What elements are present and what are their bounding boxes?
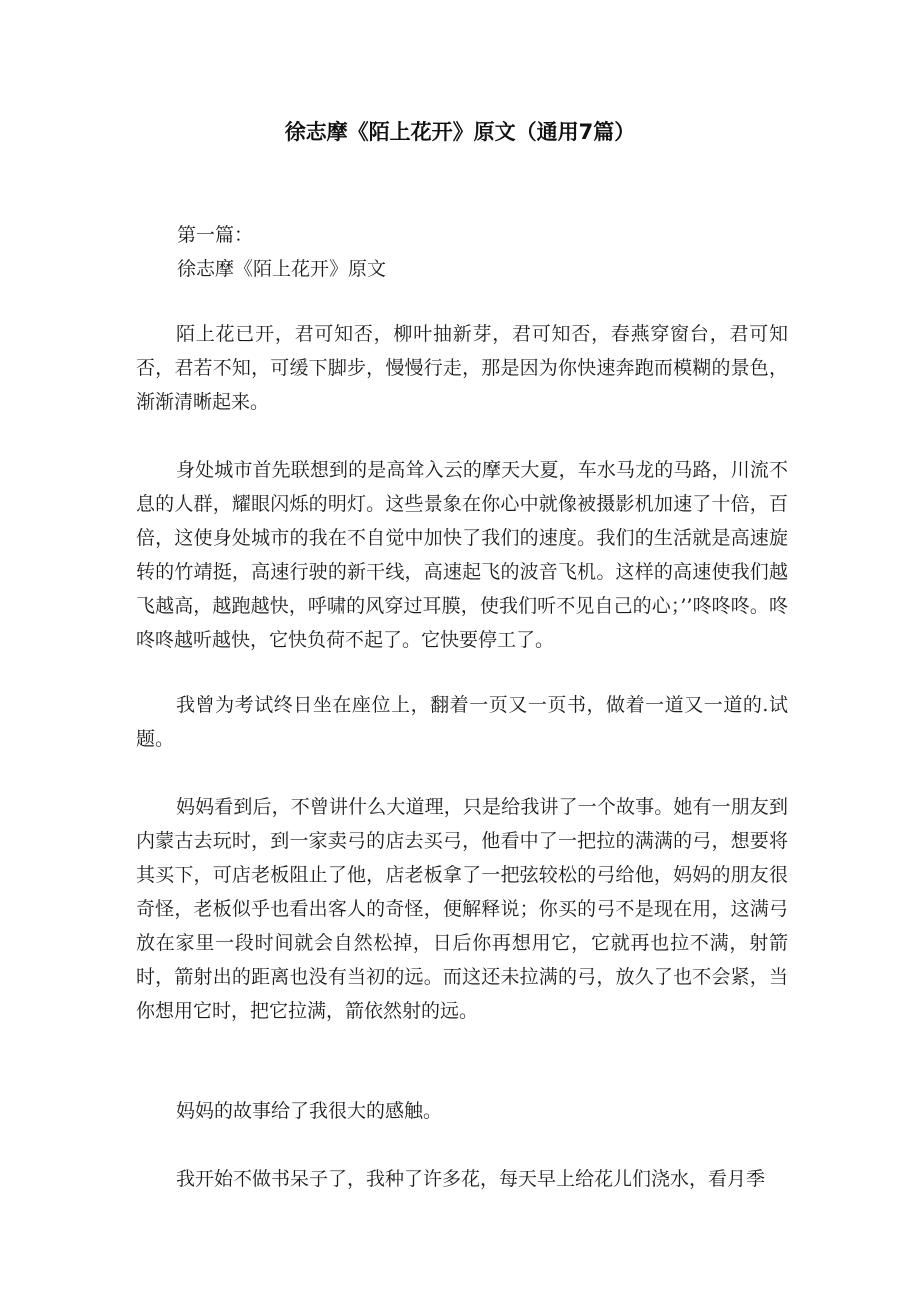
paragraph-3: 我曾为考试终日坐在座位上，翻着一页又一页书，做着一道又一道的.试题。 [136, 694, 788, 750]
paragraph-2: 身处城市首先联想到的是高耸入云的摩天大夏，车水马龙的马路，川流不息的人群，耀眼闪烁的明灯。这些景象在你心中就像被摄影机加速了十倍，百倍，这使身处城市的我在不自觉中加快了我们的速度。我们的生活就是高速旋转的竹靖挺，高速行驶的新干线，高速起飞的波音飞机。这样的高速使我们越飞越高，越跑越快，呼啸的风穿过耳膜，使我们听不见自己的心；’’咚咚咚。咚咚咚越听越快，它快负荷不起了。它快要停工了。 [136, 459, 788, 651]
section-subtitle: 徐志摩《陌上花开》原文 [177, 258, 387, 280]
section-heading: 第一篇： [177, 224, 254, 246]
paragraph-4: 妈妈看到后，不曾讲什么大道理，只是给我讲了一个故事。她有一朋友到内蒙古去玩时，到一家卖弓的店去买弓，他看中了一把拉的满满的弓，想要将其买下，可店老板阻止了他，店老板拿了一把弦较松的弓给他，妈妈的朋友很奇怪，老板似乎也看出客人的奇怪，便解释说；你买的弓不是现在用，这满弓放在家里一段时间就会自然松掉，日后你再想用它，它就再也拉不满，射箭时，箭射出的距离也没有当初的远。而这还未拉满的弓，放久了也不会紧，当你想用它时，把它拉满，箭依然射的远。 [136, 796, 788, 1022]
document-title: 徐志摩《陌上花开》原文（通用7篇） [284, 120, 636, 144]
paragraph-5: 妈妈的故事给了我很大的感触。 [176, 1100, 443, 1122]
paragraph-1: 陌上花已开，君可知否，柳叶抽新芽，君可知否，春燕穿窗台，君可知否，君若不知，可缓下脚步，慢慢行走，那是因为你快速奔跑而模糊的景色，渐渐清晰起来。 [136, 323, 788, 413]
paragraph-6: 我开始不做书呆子了，我种了许多花，每天早上给花儿们浇水，看月季 [176, 1168, 766, 1190]
